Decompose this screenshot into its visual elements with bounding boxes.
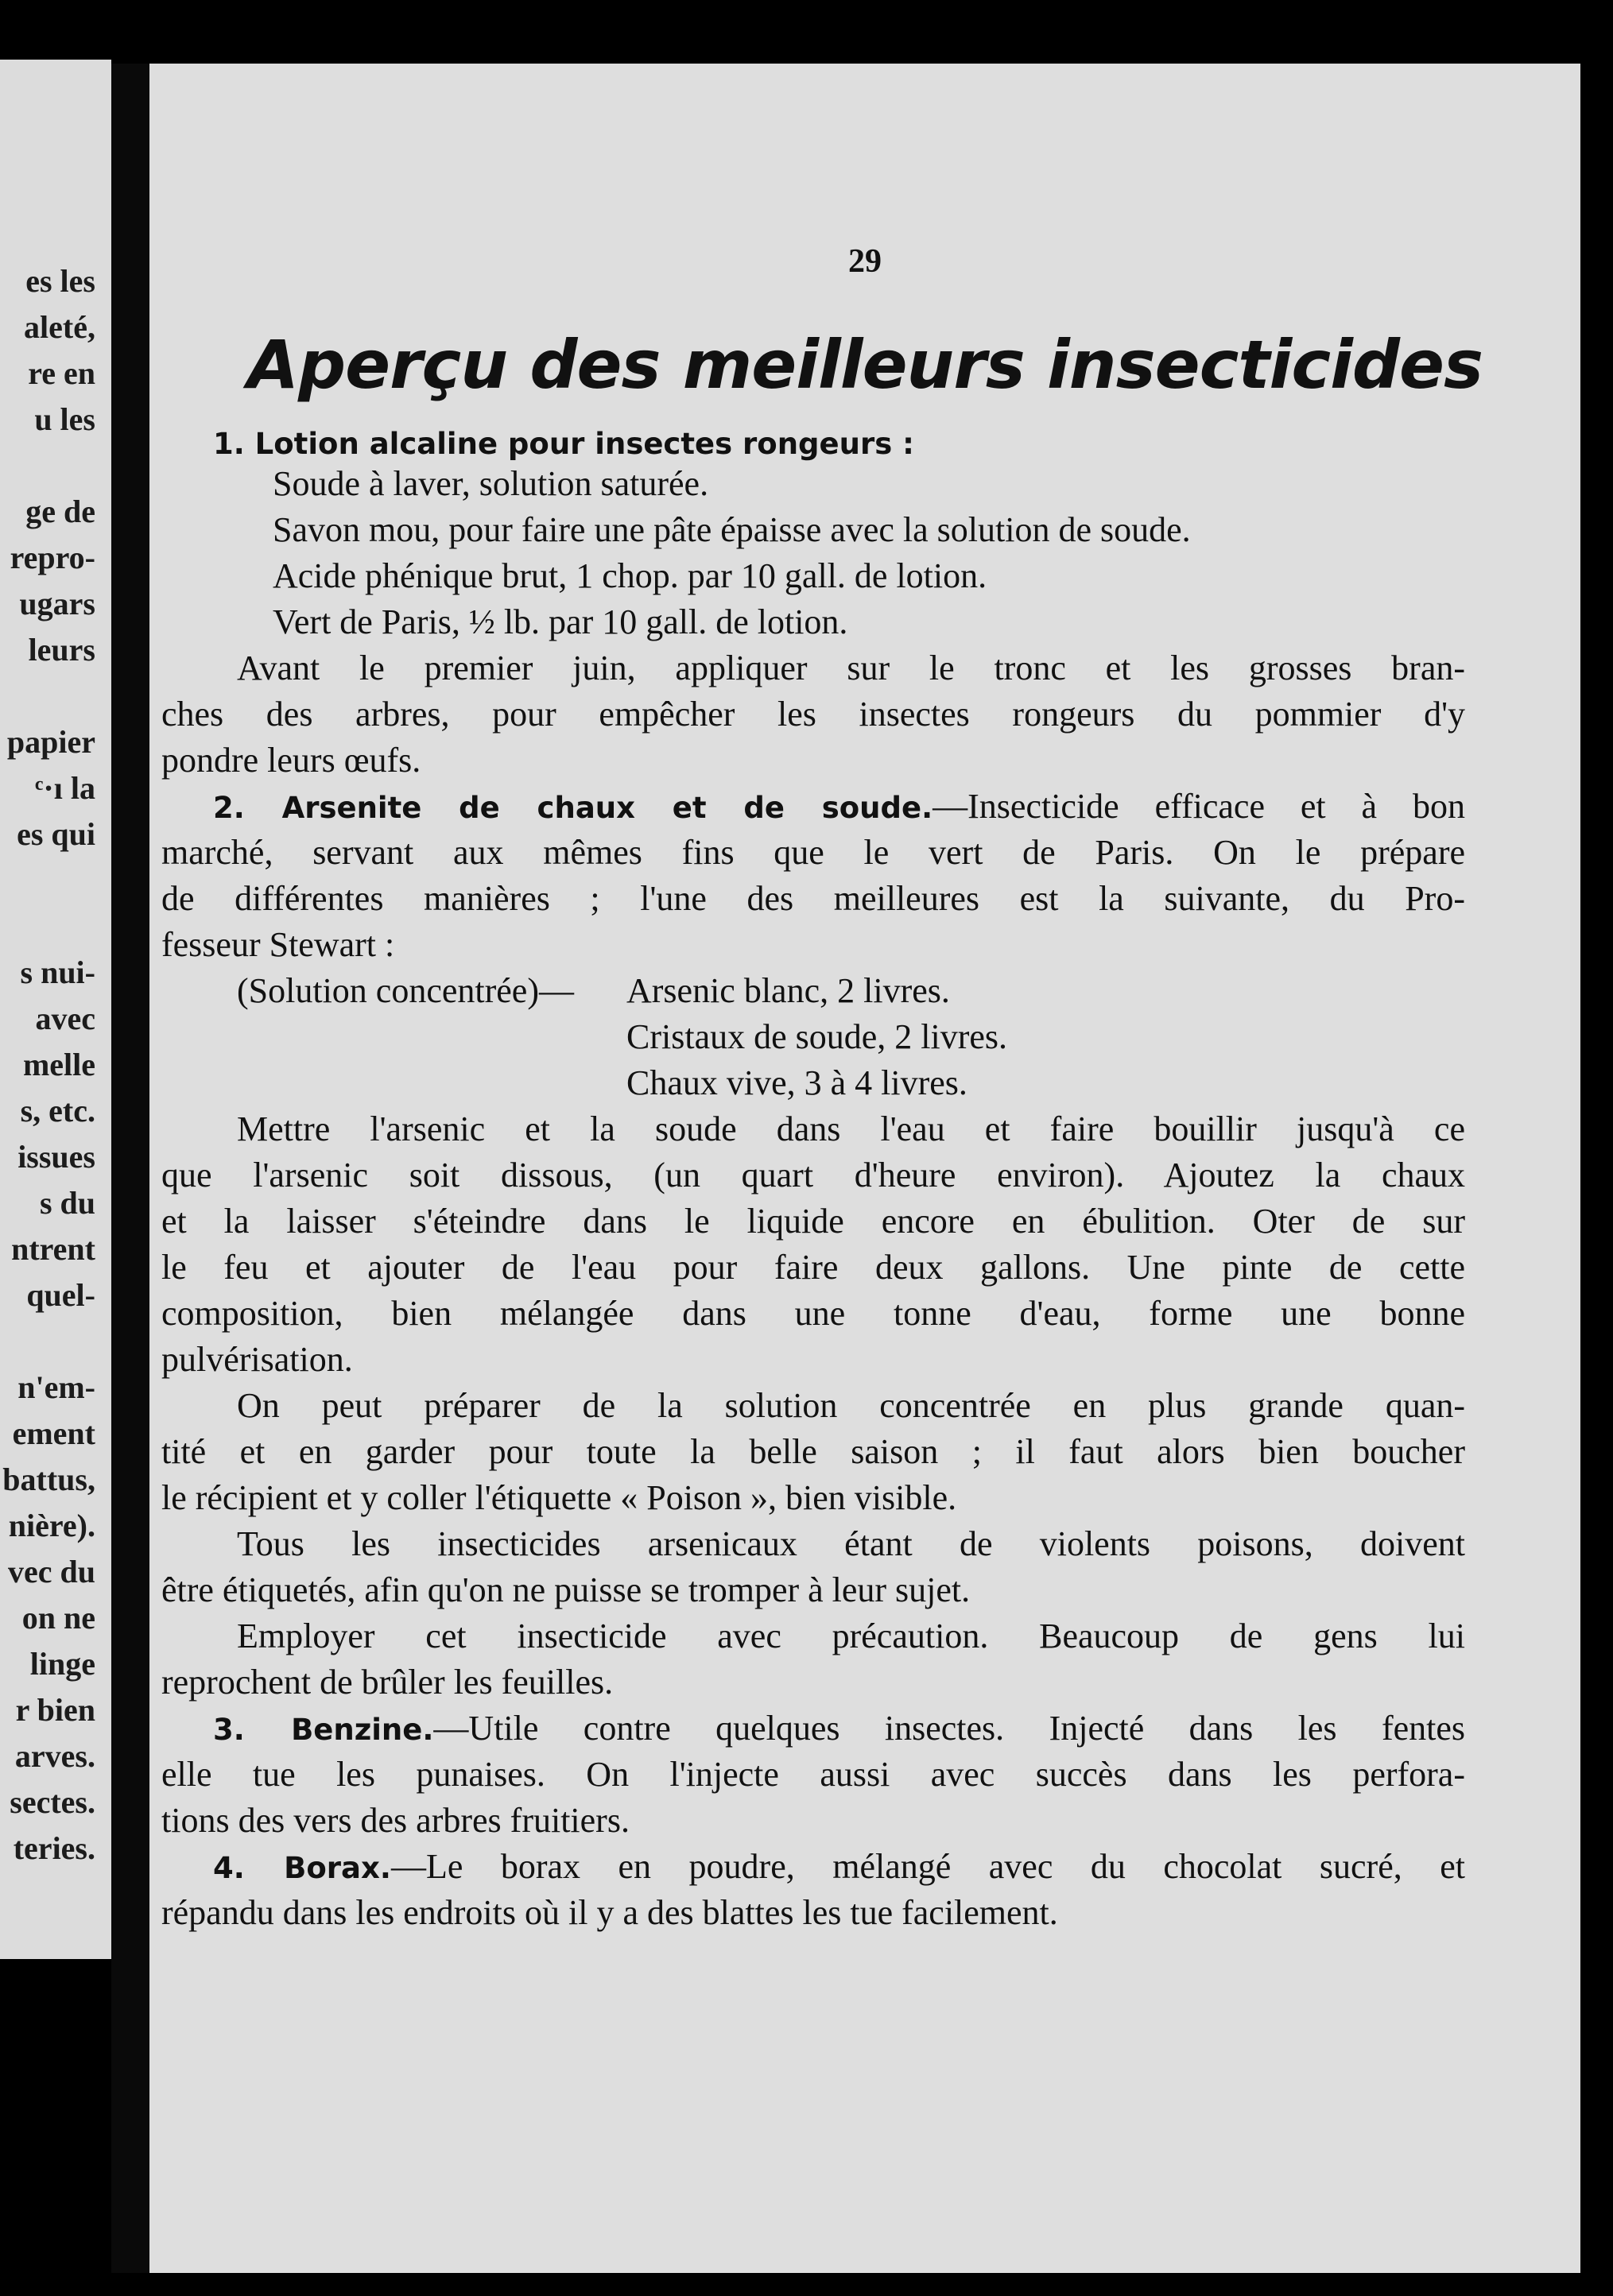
left-page-text-fragment: ge de	[25, 494, 95, 529]
section-1-heading: 1. Lotion alcaline pour insectes rongeurs :	[213, 427, 914, 461]
section-2-para-line: Mettre l'arsenic et la soude dans l'eau et faire bouillir jusqu'à ce	[237, 1109, 1465, 1148]
section-2-para-line: le récipient et y coller l'étiquette « Poison », bien visible.	[161, 1478, 957, 1517]
section-2-para-line: composition, bien mélangée dans une tonne d'eau, forme une bonne	[161, 1294, 1465, 1333]
recipe-item: Arsenic blanc, 2 livres.	[626, 971, 950, 1010]
section-2-para-line: de différentes manières ; l'une des meilleures est la suivante, du Pro-	[161, 879, 1465, 918]
left-page-text-fragment: teries.	[13, 1830, 95, 1866]
section-2-para-line: le feu et ajouter de l'eau pour faire deux gallons. Une pinte de cette	[161, 1248, 1465, 1287]
page-number: 29	[848, 243, 882, 280]
section-4-line: répandu dans les endroits où il y a des blattes les tue facilement.	[161, 1893, 1058, 1932]
left-page-text-fragment: repro-	[10, 540, 95, 575]
section-3-line: elle tue les punaises. On l'injecte aussi avec succès dans les perfora-	[161, 1755, 1465, 1794]
left-page-text-fragment: linge	[29, 1646, 95, 1682]
section-1-item: Vert de Paris, ½ lb. par 10 gall. de lotion.	[273, 602, 848, 641]
left-page-text-fragment: melle	[22, 1047, 95, 1082]
left-page-text-fragment: es qui	[17, 816, 95, 852]
section-2-para-line: reprochent de brûler les feuilles.	[161, 1663, 614, 1702]
section-2-para-line: On peut préparer de la solution concentrée en plus grande quan-	[237, 1386, 1465, 1425]
left-page-text-fragment: ntrent	[11, 1231, 95, 1267]
left-page-text-fragment: nière).	[8, 1508, 95, 1543]
section-2-para-line: Employer cet insecticide avec précaution. Beaucoup de gens lui	[237, 1616, 1465, 1655]
section-2-para-line: fesseur Stewart :	[161, 925, 395, 964]
left-page-text-fragment: sectes.	[10, 1784, 95, 1820]
recipe-item: Chaux vive, 3 à 4 livres.	[626, 1063, 967, 1102]
section-1-para-line: Avant le premier juin, appliquer sur le tronc et les grosses bran-	[237, 649, 1465, 687]
section-3-line	[213, 1706, 1465, 1753]
book-spine	[111, 64, 149, 2273]
left-page-text-fragment: avec	[35, 1001, 95, 1036]
section-2-para-line: être étiquetés, afin qu'on ne puisse se tromper à leur sujet.	[161, 1570, 971, 1609]
left-page-text-fragment: ugars	[19, 586, 95, 621]
left-page-text-fragment: ement	[12, 1415, 95, 1451]
left-page-text-fragment: aleté,	[24, 309, 95, 345]
section-2-line	[213, 784, 1465, 831]
section-4-line	[213, 1844, 1465, 1891]
left-page-text-fragment: u les	[34, 401, 95, 437]
left-page-text-fragment: s du	[39, 1185, 95, 1221]
left-page-text-fragment: ᶜ·ı la	[35, 770, 95, 806]
section-2-para-line: pulvérisation.	[161, 1340, 353, 1379]
section-2-para-line: marché, servant aux mêmes fins que le vert de Paris. On le prépare	[161, 833, 1465, 872]
left-page-text-fragment: on ne	[21, 1600, 95, 1636]
recipe-item: Cristaux de soude, 2 livres.	[626, 1017, 1008, 1056]
left-page-text-fragment: re en	[28, 355, 95, 391]
left-page-text-fragment: papier	[6, 724, 95, 760]
left-page-text-fragment: es les	[25, 263, 95, 299]
section-1-item: Acide phénique brut, 1 chop. par 10 gall. de lotion.	[273, 556, 987, 595]
section-2-para-line: Tous les insecticides arsenicaux étant de violents poisons, doivent	[237, 1524, 1465, 1563]
section-2-heading: 2. Arsenite de chaux et de soude.	[213, 791, 933, 825]
section-4-heading: 4. Borax.	[213, 1851, 391, 1885]
section-2-lead-text: —Insecticide efficace et à bon	[933, 787, 1465, 826]
left-page-text-fragment: battus,	[2, 1462, 95, 1497]
section-1-para-line: ches des arbres, pour empêcher les insectes rongeurs du pommier d'y	[161, 695, 1465, 734]
section-2-para-line: que l'arsenic soit dissous, (un quart d'heure environ). Ajoutez la chaux	[161, 1156, 1465, 1194]
left-page-text-fragment: issues	[17, 1139, 95, 1175]
book-page	[149, 64, 1580, 2273]
page-title: Aperçu des meilleurs insecticides	[246, 326, 1483, 404]
left-page-text-fragment: s nui-	[20, 954, 95, 990]
section-3-heading: 3. Benzine.	[213, 1713, 434, 1747]
left-page-text-fragment: n'em-	[17, 1369, 95, 1405]
section-2-para-line: et la laisser s'éteindre dans le liquide encore en ébulition. Oter de sur	[161, 1202, 1465, 1241]
section-1-item: Savon mou, pour faire une pâte épaisse avec la solution de soude.	[273, 510, 1191, 549]
left-page-text-fragment: r bien	[15, 1692, 95, 1728]
left-page-text-fragment: vec du	[8, 1554, 95, 1589]
left-page-text-fragment: arves.	[14, 1738, 95, 1774]
section-3-line: tions des vers des arbres fruitiers.	[161, 1801, 630, 1840]
left-page-text-fragment: s, etc.	[20, 1093, 95, 1129]
section-4-lead-text: —Le borax en poudre, mélangé avec du chocolat sucré, et	[390, 1847, 1465, 1886]
section-1-item: Soude à laver, solution saturée.	[273, 464, 709, 503]
section-2-para-line: tité et en garder pour toute la belle saison ; il faut alors bien boucher	[161, 1432, 1465, 1471]
left-page-fragment	[0, 60, 111, 1959]
section-3-lead-text: —Utile contre quelques insectes. Injecté dans les fentes	[433, 1709, 1465, 1748]
left-page-text-fragment: leurs	[28, 632, 95, 668]
section-1-para-line: pondre leurs œufs.	[161, 741, 421, 780]
recipe-label: (Solution concentrée)—	[237, 971, 574, 1010]
left-page-text-fragment: quel-	[26, 1277, 95, 1313]
